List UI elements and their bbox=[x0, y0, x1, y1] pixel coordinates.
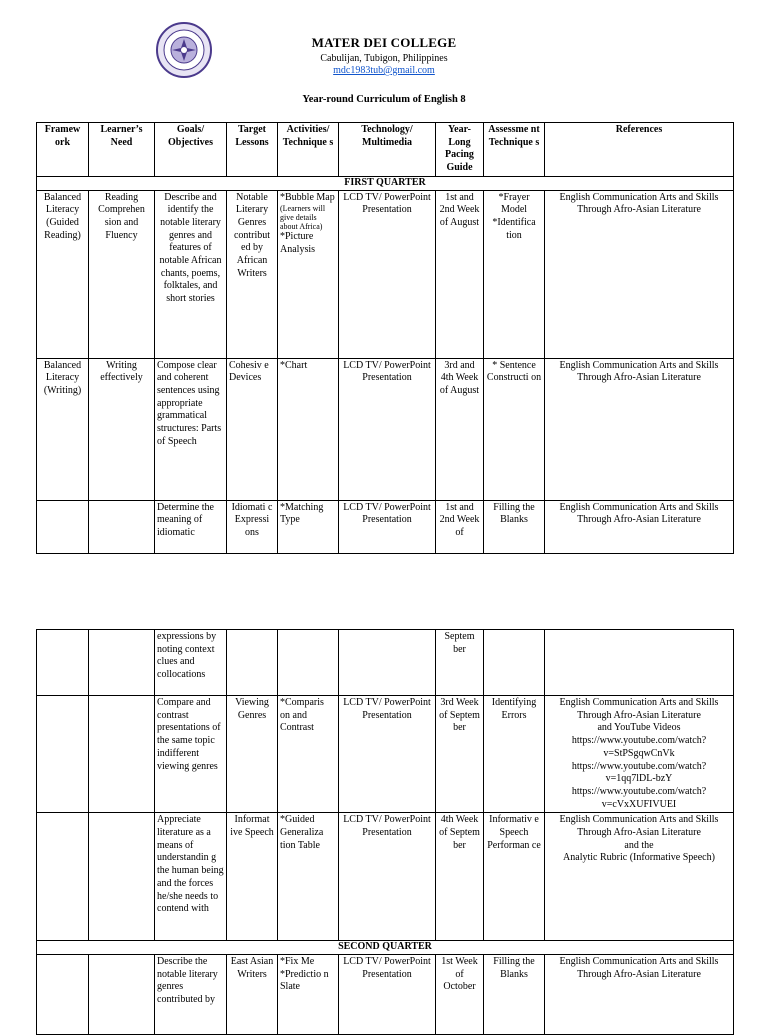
cell-need: Reading Comprehen sion and Fluency bbox=[89, 190, 155, 358]
col-header-references: References bbox=[545, 123, 734, 177]
cell-lesson: Notable Literary Genres contribut ed by African Writers bbox=[227, 190, 278, 358]
quarter-label-first: FIRST QUARTER bbox=[37, 176, 734, 190]
cell-pacing: 1st Week of October bbox=[436, 955, 484, 1035]
reference-text: Analytic Rubric (Informative Speech) bbox=[563, 852, 715, 864]
activity-item: *Picture Analysis bbox=[280, 231, 315, 255]
cell-lesson: Viewing Genres bbox=[227, 696, 278, 813]
cell-need bbox=[89, 813, 155, 941]
cell-framework bbox=[37, 955, 89, 1035]
table-row bbox=[37, 500, 734, 553]
cell-need bbox=[89, 955, 155, 1035]
cell-goal: Compose clear and coherent sentences using appropriate grammatical structures: Parts of Speech bbox=[155, 358, 227, 500]
cell-need bbox=[89, 500, 155, 553]
cell-assessment: Informativ e Speech Performan ce bbox=[484, 813, 545, 941]
cell-assessment bbox=[484, 630, 545, 696]
cell-assessment: Identifying Errors bbox=[484, 696, 545, 813]
document-title: Year-round Curriculum of English 8 bbox=[302, 94, 466, 105]
curriculum-table-page-1 bbox=[36, 122, 734, 554]
cell-references bbox=[545, 630, 734, 696]
col-header-technology: Technology/ Multimedia bbox=[339, 123, 436, 177]
cell-need: Writing effectively bbox=[89, 358, 155, 500]
cell-activity bbox=[278, 190, 339, 358]
reference-text: English Communication Arts and Skills Through Afro-Asian Literature bbox=[559, 697, 719, 721]
cell-lesson: East Asian Writers bbox=[227, 955, 278, 1035]
cell-activity: *Chart bbox=[278, 358, 339, 500]
cell-framework: Balanced Literacy (Writing) bbox=[37, 358, 89, 500]
reference-text: English Communication Arts and Skills Through Afro-Asian Literature bbox=[559, 814, 719, 839]
reference-text: and YouTube Videos bbox=[597, 722, 681, 734]
cell-framework bbox=[37, 630, 89, 696]
col-header-lessons: Target Lessons bbox=[227, 123, 278, 177]
cell-goal: Determine the meaning of idiomatic bbox=[155, 500, 227, 553]
table-row bbox=[37, 190, 734, 358]
col-header-goals: Goals/ Objectives bbox=[155, 123, 227, 177]
cell-lesson: Informat ive Speech bbox=[227, 813, 278, 941]
table-row bbox=[37, 955, 734, 1035]
cell-assessment: Filling the Blanks bbox=[484, 955, 545, 1035]
col-header-activities: Activities/ Technique s bbox=[278, 123, 339, 177]
cell-activity bbox=[278, 630, 339, 696]
cell-pacing: Septem ber bbox=[436, 630, 484, 696]
cell-technology: LCD TV/ PowerPoint Presentation bbox=[339, 696, 436, 813]
table-row bbox=[37, 813, 734, 941]
quarter-label-second: SECOND QUARTER bbox=[37, 941, 734, 955]
cell-need bbox=[89, 630, 155, 696]
cell-framework: Balanced Literacy (Guided Reading) bbox=[37, 190, 89, 358]
cell-goal: Describe the notable literary genres contributed by bbox=[155, 955, 227, 1035]
college-email-link[interactable]: mdc1983tub@gmail.com bbox=[333, 65, 435, 76]
document-header bbox=[0, 35, 768, 76]
cell-lesson: Idiomati c Expressi ons bbox=[227, 500, 278, 553]
curriculum-table-page-2 bbox=[36, 629, 734, 1035]
reference-link[interactable]: https://www.youtube.com/watch?v=1qq7lDL-bzY bbox=[571, 760, 707, 785]
cell-activity: *Fix Me *Predictio n Slate bbox=[278, 955, 339, 1035]
cell-framework bbox=[37, 696, 89, 813]
activity-note: (Learners will give details about Africa) bbox=[280, 204, 326, 232]
cell-references: English Communication Arts and Skills Through Afro-Asian Literature bbox=[545, 358, 734, 500]
cell-activity: *Comparis on and Contrast bbox=[278, 696, 339, 813]
cell-technology: LCD TV/ PowerPoint Presentation bbox=[339, 190, 436, 358]
cell-assessment: Filling the Blanks bbox=[484, 500, 545, 553]
cell-pacing: 3rd and 4th Week of August bbox=[436, 358, 484, 500]
cell-technology: LCD TV/ PowerPoint Presentation bbox=[339, 500, 436, 553]
col-header-pacing: Year-Long Pacing Guide bbox=[436, 123, 484, 177]
activity-item: *Bubble Map bbox=[280, 191, 335, 203]
col-header-assessment: Assessme nt Technique s bbox=[484, 123, 545, 177]
table-header-row bbox=[37, 123, 734, 177]
cell-references bbox=[545, 813, 734, 941]
cell-technology bbox=[339, 630, 436, 696]
cell-goal: expressions by noting context clues and collocations bbox=[155, 630, 227, 696]
reference-text: and the bbox=[624, 839, 654, 851]
cell-references: English Communication Arts and Skills Through Afro-Asian Literature bbox=[545, 955, 734, 1035]
cell-references: English Communication Arts and Skills Through Afro-Asian Literature bbox=[545, 190, 734, 358]
cell-activity: *Guided Generaliza tion Table bbox=[278, 813, 339, 941]
cell-pacing: 4th Week of Septem ber bbox=[436, 813, 484, 941]
cell-technology: LCD TV/ PowerPoint Presentation bbox=[339, 358, 436, 500]
reference-link[interactable]: https://www.youtube.com/watch?v=StPSgqwCnVk bbox=[571, 735, 707, 759]
college-name: MATER DEI COLLEGE bbox=[311, 35, 457, 50]
cell-goal: Describe and identify the notable literary genres and features of notable African chants, poems, folktales, and short stories bbox=[155, 190, 227, 358]
cell-goal: Compare and contrast presentations of the same topic indifferent viewing genres bbox=[155, 696, 227, 813]
college-address: Cabulijan, Tubigon, Philippines bbox=[320, 53, 448, 64]
table-row bbox=[37, 358, 734, 500]
cell-framework bbox=[37, 500, 89, 553]
cell-assessment: * Sentence Constructi on bbox=[484, 358, 545, 500]
cell-references bbox=[545, 696, 734, 813]
cell-need bbox=[89, 696, 155, 813]
cell-technology: LCD TV/ PowerPoint Presentation bbox=[339, 813, 436, 941]
table-row bbox=[37, 696, 734, 813]
table-row bbox=[37, 630, 734, 696]
reference-link[interactable]: https://www.youtube.com/watch?v=cVxXUFIVUEI bbox=[571, 785, 707, 810]
cell-pacing: 1st and 2nd Week of bbox=[436, 500, 484, 553]
cell-assessment: *Frayer Model *Identifica tion bbox=[484, 190, 545, 358]
cell-lesson bbox=[227, 630, 278, 696]
col-header-need: Learner’s Need bbox=[89, 123, 155, 177]
cell-framework bbox=[37, 813, 89, 941]
cell-references: English Communication Arts and Skills Through Afro-Asian Literature bbox=[545, 500, 734, 553]
col-header-framework: Framew ork bbox=[37, 123, 89, 177]
cell-pacing: 1st and 2nd Week of August bbox=[436, 190, 484, 358]
cell-activity: *Matching Type bbox=[278, 500, 339, 553]
cell-pacing: 3rd Week of Septem ber bbox=[436, 696, 484, 813]
cell-technology: LCD TV/ PowerPoint Presentation bbox=[339, 955, 436, 1035]
cell-lesson: Cohesiv e Devices bbox=[227, 358, 278, 500]
cell-goal: Appreciate literature as a means of understandin g the human being and the forces he/she needs to contend with bbox=[155, 813, 227, 941]
